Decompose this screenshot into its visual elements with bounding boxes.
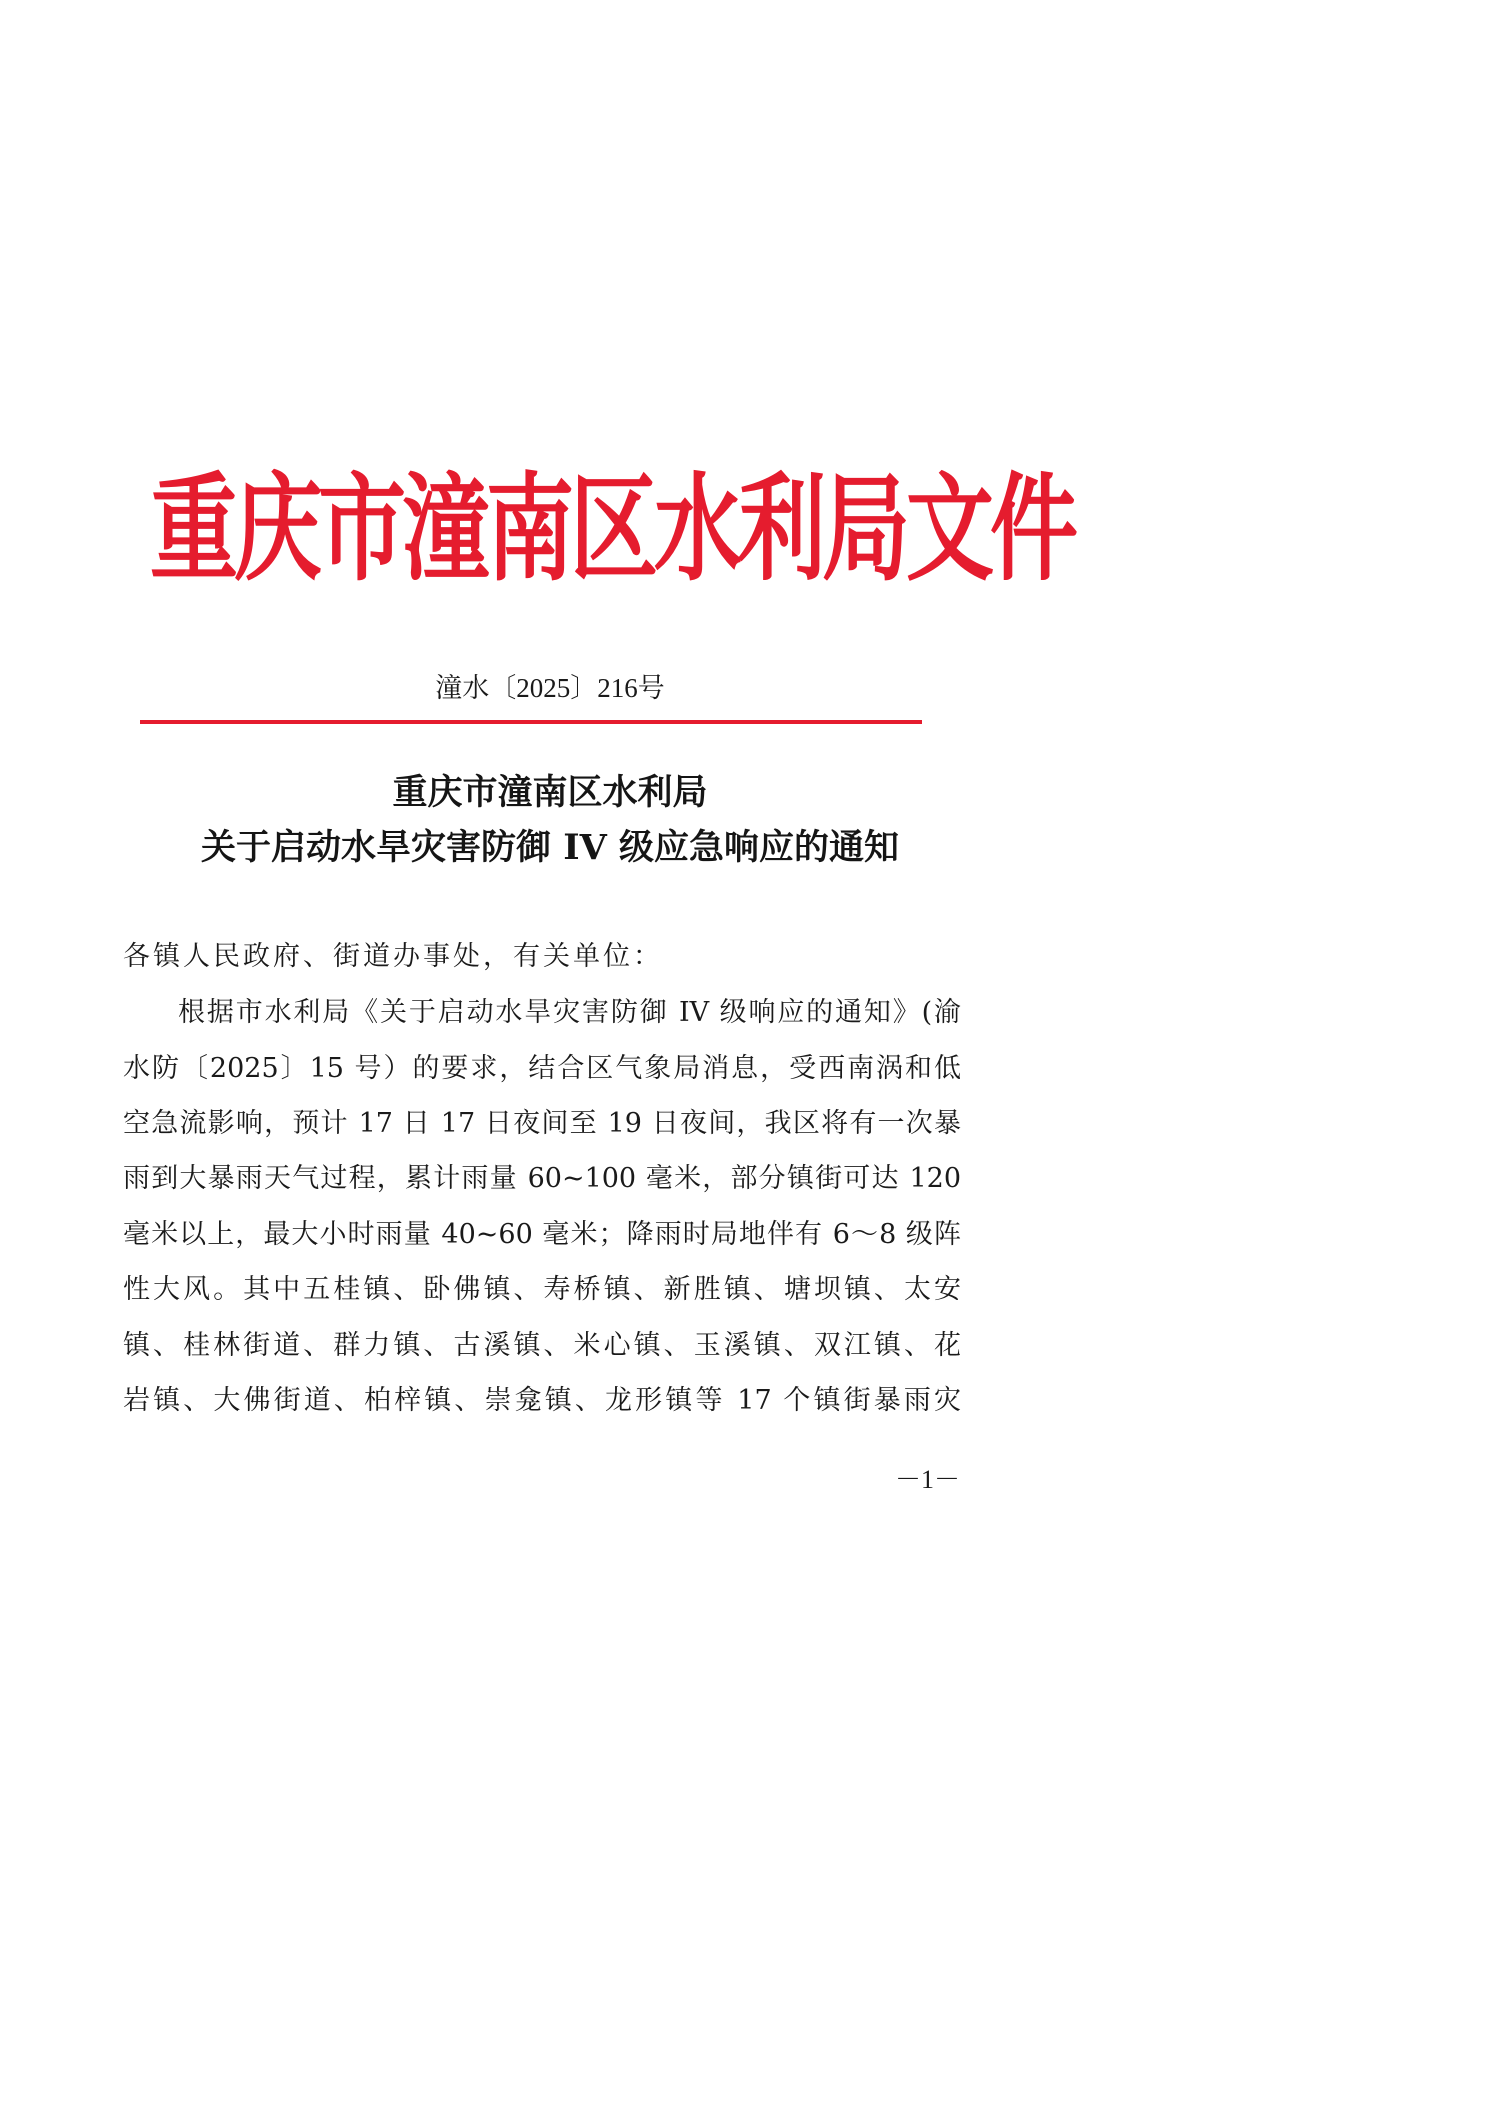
body-line: 雨到大暴雨天气过程，累计雨量 60~100 毫米，部分镇街可达 120 bbox=[123, 1163, 961, 1194]
body-line: 毫米以上，最大小时雨量 40~60 毫米；降雨时局地伴有 6～8 级阵 bbox=[123, 1219, 961, 1250]
body-line: 根据市水利局《关于启动水旱灾害防御 IV 级响应的通知》(渝 bbox=[178, 997, 961, 1028]
document-number: 潼水〔2025〕216号 bbox=[435, 673, 665, 703]
body-line: 空急流影响，预计 17 日 17 日夜间至 19 日夜间，我区将有一次暴 bbox=[123, 1108, 961, 1139]
body-line: 镇、桂林街道、群力镇、古溪镇、米心镇、玉溪镇、双江镇、花 bbox=[123, 1330, 961, 1361]
body-line: 岩镇、大佛街道、柏梓镇、崇龛镇、龙形镇等 17 个镇街暴雨灾 bbox=[123, 1385, 961, 1416]
body-line: 水防〔2025〕15 号）的要求，结合区气象局消息，受西南涡和低 bbox=[123, 1053, 961, 1084]
page-number: －1－ bbox=[895, 1465, 961, 1494]
document-masthead: 重庆市潼南区水利局文件 bbox=[150, 459, 1075, 597]
document-title-line-2: 关于启动水旱灾害防御 IV 级应急响应的通知 bbox=[201, 827, 899, 868]
body-line: 性大风。其中五桂镇、卧佛镇、寿桥镇、新胜镇、塘坝镇、太安 bbox=[123, 1274, 961, 1305]
red-divider-line bbox=[140, 720, 922, 724]
document-title-line-1: 重庆市潼南区水利局 bbox=[392, 772, 708, 813]
salutation: 各镇人民政府、街道办事处，有关单位： bbox=[123, 941, 663, 972]
